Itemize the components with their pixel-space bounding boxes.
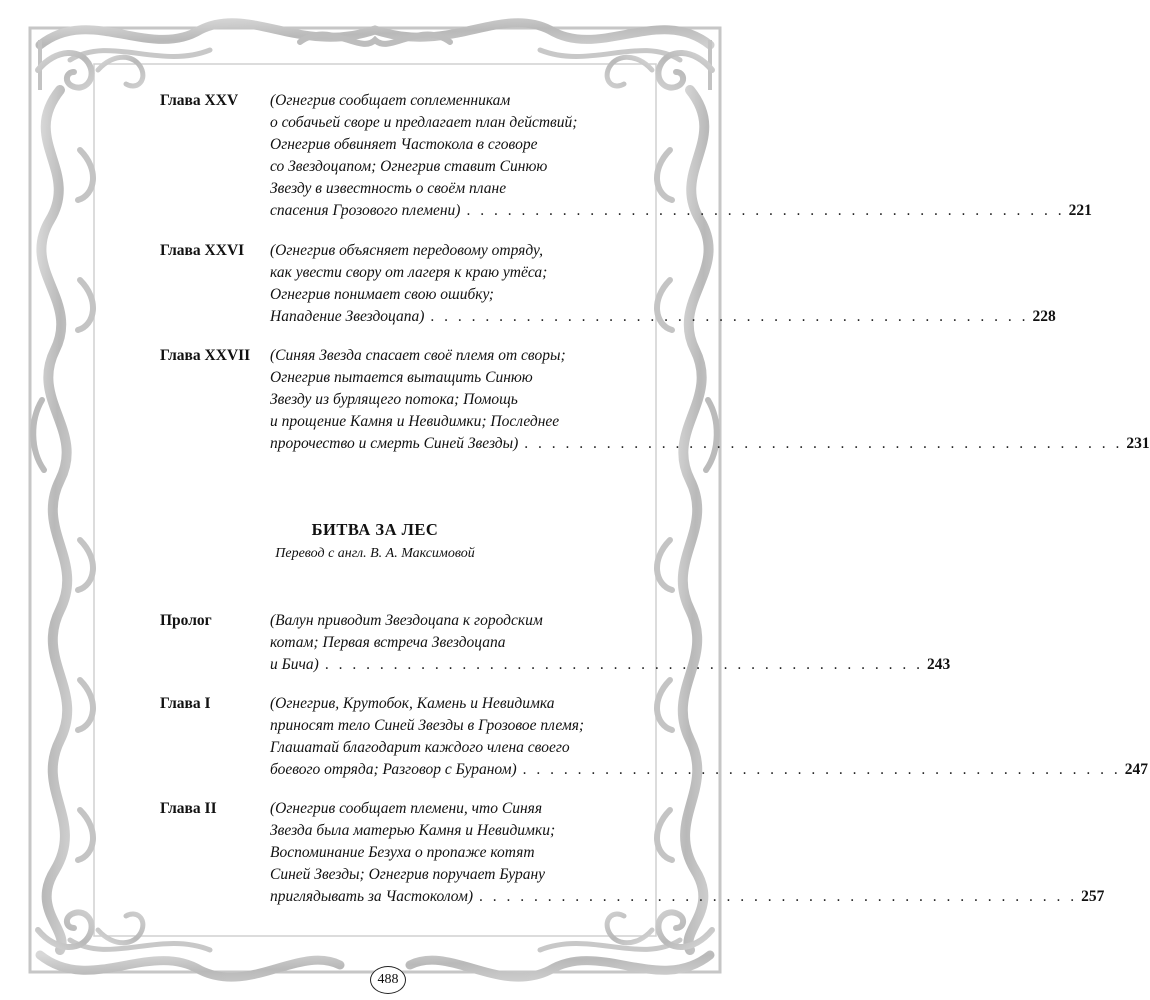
chapter-label: Глава I <box>160 695 211 712</box>
summary-line: Нападение Звездоцапа) <box>270 308 425 325</box>
summary-line: Глашатай благодарит каждого члена своего <box>270 739 570 756</box>
page-ref: 243 <box>926 656 951 673</box>
chapter-label: Глава II <box>160 800 217 817</box>
summary-last-line <box>270 886 1105 908</box>
summary-line: со Звездоцапом; Огнегрив ставит Синюю <box>270 158 548 175</box>
chapter-summary <box>270 693 1149 781</box>
summary-line: котам; Первая встреча Звездоцапа <box>270 634 506 651</box>
summary-line: о собачьей своре и предлагает план действий; <box>270 114 578 131</box>
dot-leader: . . . . . . . . . . . . . . . . . . . . . . . . . . . . . . . . . . . . . . . . . . . . <box>324 656 923 673</box>
summary-line: (Огнегрив объясняет передовому отряду, <box>270 242 543 259</box>
summary-line: (Огнегрив сообщает племени, что Синяя <box>270 800 543 817</box>
chapter-summary <box>270 90 1092 222</box>
page-ref: 231 <box>1126 435 1150 452</box>
summary-line: (Синяя Звезда спасает своё племя от своры; <box>270 347 566 364</box>
summary-last-line <box>270 200 1092 222</box>
summary-line: и прощение Камня и Невидимки; Последнее <box>270 413 560 430</box>
summary-last-line <box>270 306 1056 328</box>
summary-last-line <box>270 433 1150 455</box>
summary-line: (Валун приводит Звездоцапа к городским <box>270 612 543 629</box>
dot-leader: . . . . . . . . . . . . . . . . . . . . . . . . . . . . . . . . . . . . . . . . . . . . <box>430 308 1029 325</box>
dot-leader: . . . . . . . . . . . . . . . . . . . . . . . . . . . . . . . . . . . . . . . . . . . . <box>522 761 1121 778</box>
page-ref: 257 <box>1081 888 1105 905</box>
page-number: 488 <box>370 966 406 994</box>
summary-line: (Огнегрив, Крутобок, Камень и Невидимка <box>270 695 555 712</box>
chapter-label: Глава XXVII <box>160 347 251 364</box>
summary-line: как увести свору от лагеря к краю утёса; <box>270 264 548 281</box>
summary-last-line <box>270 654 951 676</box>
dot-leader: . . . . . . . . . . . . . . . . . . . . . . . . . . . . . . . . . . . . . . . . . . . . <box>524 435 1123 452</box>
dot-leader: . . . . . . . . . . . . . . . . . . . . . . . . . . . . . . . . . . . . . . . . . . . . <box>479 888 1078 905</box>
section-title: БИТВА ЗА ЛЕС <box>311 520 439 539</box>
summary-line: Воспоминание Безуха о пропаже котят <box>270 844 535 861</box>
dot-leader: . . . . . . . . . . . . . . . . . . . . . . . . . . . . . . . . . . . . . . . . . . . . <box>466 202 1065 219</box>
summary-last-line <box>270 759 1149 781</box>
summary-line: Огнегрив обвиняет Частокола в сговоре <box>270 136 538 153</box>
translator-credit: Перевод с англ. В. А. Максимовой <box>275 546 475 561</box>
chapter-label: Пролог <box>160 612 212 629</box>
summary-line: Звезду из бурлящего потока; Помощь <box>270 391 518 408</box>
chapter-label: Глава XXVI <box>160 242 245 259</box>
summary-line: (Огнегрив сообщает соплеменникам <box>270 92 511 109</box>
page-ref: 221 <box>1068 202 1092 219</box>
summary-line: Звезду в известность о своём плане <box>270 180 507 197</box>
summary-line: приглядывать за Частоколом) <box>270 888 473 905</box>
page-ref: 247 <box>1124 761 1149 778</box>
page-ref: 228 <box>1032 308 1056 325</box>
summary-line: пророчество и смерть Синей Звезды) <box>270 435 519 452</box>
summary-line: спасения Грозового племени) <box>270 202 461 219</box>
chapter-summary <box>270 345 1150 455</box>
summary-line: Звезда была матерью Камня и Невидимки; <box>270 822 556 839</box>
summary-line: Огнегрив понимает свою ошибку; <box>270 286 494 303</box>
summary-line: Огнегрив пытается вытащить Синюю <box>270 369 533 386</box>
chapter-summary <box>270 610 951 676</box>
summary-line: Синей Звезды; Огнегрив поручает Бурану <box>270 866 546 883</box>
chapter-summary <box>270 798 1105 908</box>
summary-line: приносят тело Синей Звезды в Грозовое племя; <box>270 717 585 734</box>
summary-line: боевого отряда; Разговор с Бураном) <box>270 761 517 778</box>
chapter-label: Глава XXV <box>160 92 239 109</box>
summary-line: и Бича) <box>270 656 319 673</box>
chapter-summary <box>270 240 1056 328</box>
